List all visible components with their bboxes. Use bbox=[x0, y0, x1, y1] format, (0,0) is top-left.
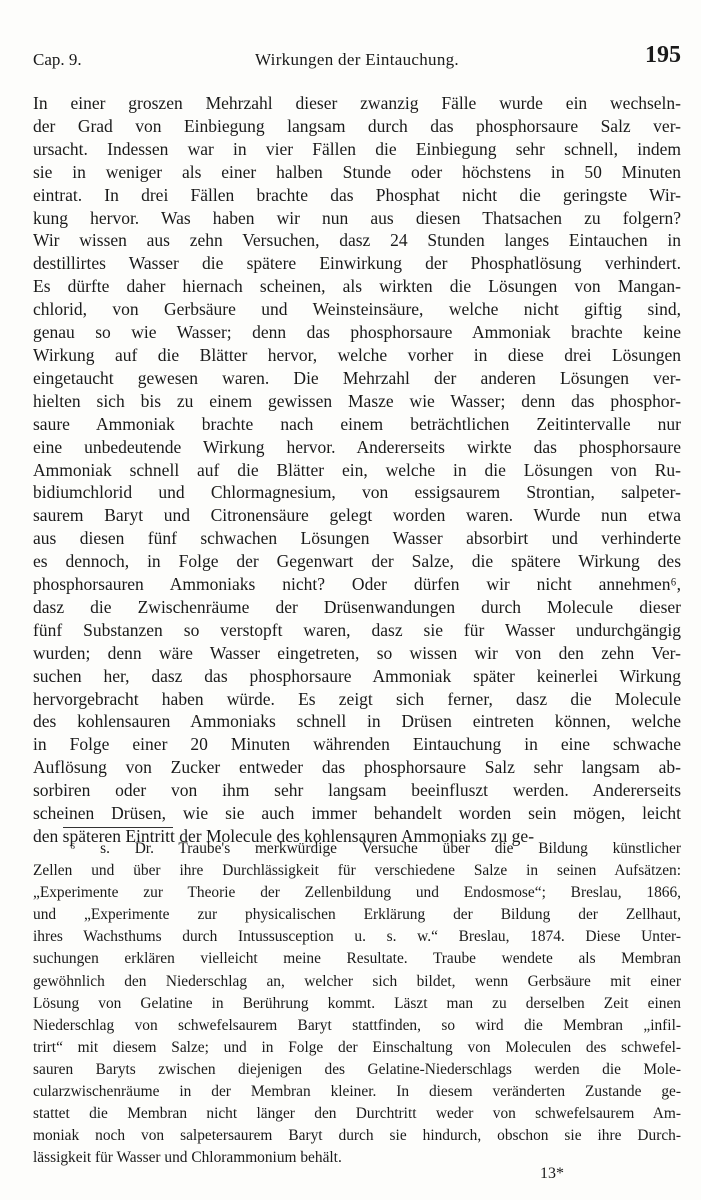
footnote-line: „Experimente zur Theorie der Zellenbildung und Endosmose“; Breslau, 1866, bbox=[33, 884, 681, 902]
text-line: sorbiren oder von ihm sehr langsam beeinfluszt werden. Andererseits bbox=[33, 780, 681, 801]
text-line: dasz die Zwischenräume der Drüsenwandungen durch Molecule dieser bbox=[33, 596, 681, 617]
footnote-line: cularzwischenräume in der Membran kleiner. In diesem veränderten Zustande ge- bbox=[33, 1083, 681, 1101]
text-line: wurden; denn wäre Wasser eingetreten, so wissen wir von den zehn Ver- bbox=[33, 642, 681, 663]
running-title: Wirkungen der Eintauchung. bbox=[255, 50, 459, 69]
text-line: suchen her, dasz das phosphorsaure Ammoniak später keinerlei Wirkung bbox=[33, 665, 681, 686]
footnote-line: suchungen erklären vielleicht meine Resultate. Traube wendete als Membran bbox=[33, 950, 681, 968]
main-text bbox=[33, 92, 681, 848]
text-line: Wirkung auf die Blätter hervor, welche vorher in diese drei Lösungen bbox=[33, 344, 681, 365]
text-line: chlorid, von Gerbsäure und Weinsteinsäure, welche nicht giftig sind, bbox=[33, 299, 681, 320]
text-line: Wir wissen aus zehn Versuchen, dasz 24 Stunden langes Eintauchen in bbox=[33, 230, 681, 251]
text-line: fünf Substanzen so verstopft waren, dasz sie für Wasser undurchgängig bbox=[33, 619, 681, 640]
text-line: aus diesen fünf schwachen Lösungen Wasser absorbirt und verhinderte bbox=[33, 528, 681, 549]
footnote-line: ⁶ s. Dr. Traube's merkwürdige Versuche über die Bildung künstlicher bbox=[70, 840, 681, 857]
text-line: destillirtes Wasser die spätere Einwirkung der Phosphatlösung verhindert. bbox=[33, 253, 681, 274]
text-line: den späteren Eintritt der Molecule des kohlensauren Ammoniaks zu ge- bbox=[33, 826, 535, 846]
text-line: es dennoch, in Folge der Gegenwart der Salze, die spätere Wirkung des bbox=[33, 551, 681, 572]
text-line: sie in weniger als einer halben Stunde oder höchstens in 50 Minuten bbox=[33, 161, 681, 182]
footnote-line: lässigkeit für Wasser und Chlorammonium behält. bbox=[33, 1149, 342, 1167]
text-line: eine unbedeutende Wirkung hervor. Andererseits wirkte das phosphorsaure bbox=[33, 436, 681, 457]
text-line: eintrat. In drei Fällen brachte das Phosphat nicht die geringste Wir- bbox=[33, 184, 681, 205]
text-line: bidiumchlorid und Chlormagnesium, von essigsaurem Strontian, salpeter- bbox=[33, 482, 681, 503]
text-line: phosphorsauren Ammoniaks nicht? Oder dürfen wir nicht annehmen⁶, bbox=[33, 574, 681, 595]
text-line: ursacht. Indessen war in vier Fällen die Einbiegung sehr schnell, indem bbox=[33, 138, 681, 159]
text-line: genau so wie Wasser; denn das phosphorsaure Ammoniak brachte keine bbox=[33, 322, 681, 343]
text-line: in Folge einer 20 Minuten währenden Eintauchung in eine schwache bbox=[33, 734, 681, 755]
text-line: des kohlensauren Ammoniaks schnell in Drüsen eintreten können, welche bbox=[33, 711, 681, 732]
text-line: In einer groszen Mehrzahl dieser zwanzig Fälle wurde ein wechseln- bbox=[33, 93, 681, 113]
text-line: hervorgebracht haben würde. Es zeigt sich ferner, dasz die Molecule bbox=[33, 688, 681, 709]
text-line: eingetaucht gewesen waren. Die Mehrzahl der anderen Lösungen ver- bbox=[33, 367, 681, 388]
text-line: saurem Baryt und Citronensäure gelegt worden waren. Wurde nun etwa bbox=[33, 505, 681, 526]
page-number: 195 bbox=[645, 42, 681, 68]
footnote-line: Niederschlag von schwefelsaurem Baryt stattfinden, so wird die Membran „infil- bbox=[33, 1016, 681, 1034]
chapter-label: Cap. 9. bbox=[33, 50, 82, 69]
footnote-line: und „Experimente zur physicalischen Erklärung der Bildung der Zellhaut, bbox=[33, 906, 681, 924]
footnote-divider bbox=[63, 827, 173, 828]
signature-mark: 13* bbox=[540, 1165, 564, 1182]
footnote-line: moniak noch von salpetersaurem Baryt durch sie hindurch, obschon sie ihre Durch- bbox=[33, 1127, 681, 1145]
text-line: der Grad von Einbiegung langsam durch das phosphorsaure Salz ver- bbox=[33, 115, 681, 136]
footnote-line: gewöhnlich den Niederschlag an, welcher sich bildet, wenn Gerbsäure mit einer bbox=[33, 972, 681, 990]
footnote-line: Zellen und über ihre Durchlässigkeit für verschiedene Salze in seinen Aufsätzen: bbox=[33, 862, 681, 880]
text-line: saure Ammoniak brachte nach einem beträchtlichen Zeitintervalle nur bbox=[33, 413, 681, 434]
text-line: Es dürfte daher hiernach scheinen, als wirkten die Lösungen von Mangan- bbox=[33, 276, 681, 297]
text-line: Auflösung von Zucker entweder das phosphorsaure Salz sehr langsam ab- bbox=[33, 757, 681, 778]
text-line: Ammoniak schnell auf die Blätter ein, welche in die Lösungen von Ru- bbox=[33, 459, 681, 480]
footnote-line: trirt“ mit diesem Salze; und in Folge der Einschaltung von Moleculen des schwefel- bbox=[33, 1038, 681, 1056]
text-line: hielten sich bis zu einem gewissen Masze wie Wasser; denn das phosphor- bbox=[33, 390, 681, 411]
footnote bbox=[33, 838, 681, 1169]
footnote-line: stattet die Membran nicht länger den Durchtritt weder von schwefelsaurem Am- bbox=[33, 1105, 681, 1123]
footnote-line: sauren Baryts zwischen diejenigen des Gelatine-Niederschlags werden die Mole- bbox=[33, 1060, 681, 1078]
running-header bbox=[33, 42, 681, 76]
text-line: kung hervor. Was haben wir nun aus diesen Thatsachen zu folgern? bbox=[33, 207, 681, 228]
text-line: scheinen Drüsen, wie sie auch immer behandelt worden sein mögen, leicht bbox=[33, 803, 681, 824]
footnote-line: ihres Wachsthums durch Intussusception u. s. w.“ Breslau, 1874. Diese Unter- bbox=[33, 928, 681, 946]
footnote-line: Lösung von Gelatine in Berührung kommt. Läszt man zu derselben Zeit einen bbox=[33, 994, 681, 1012]
